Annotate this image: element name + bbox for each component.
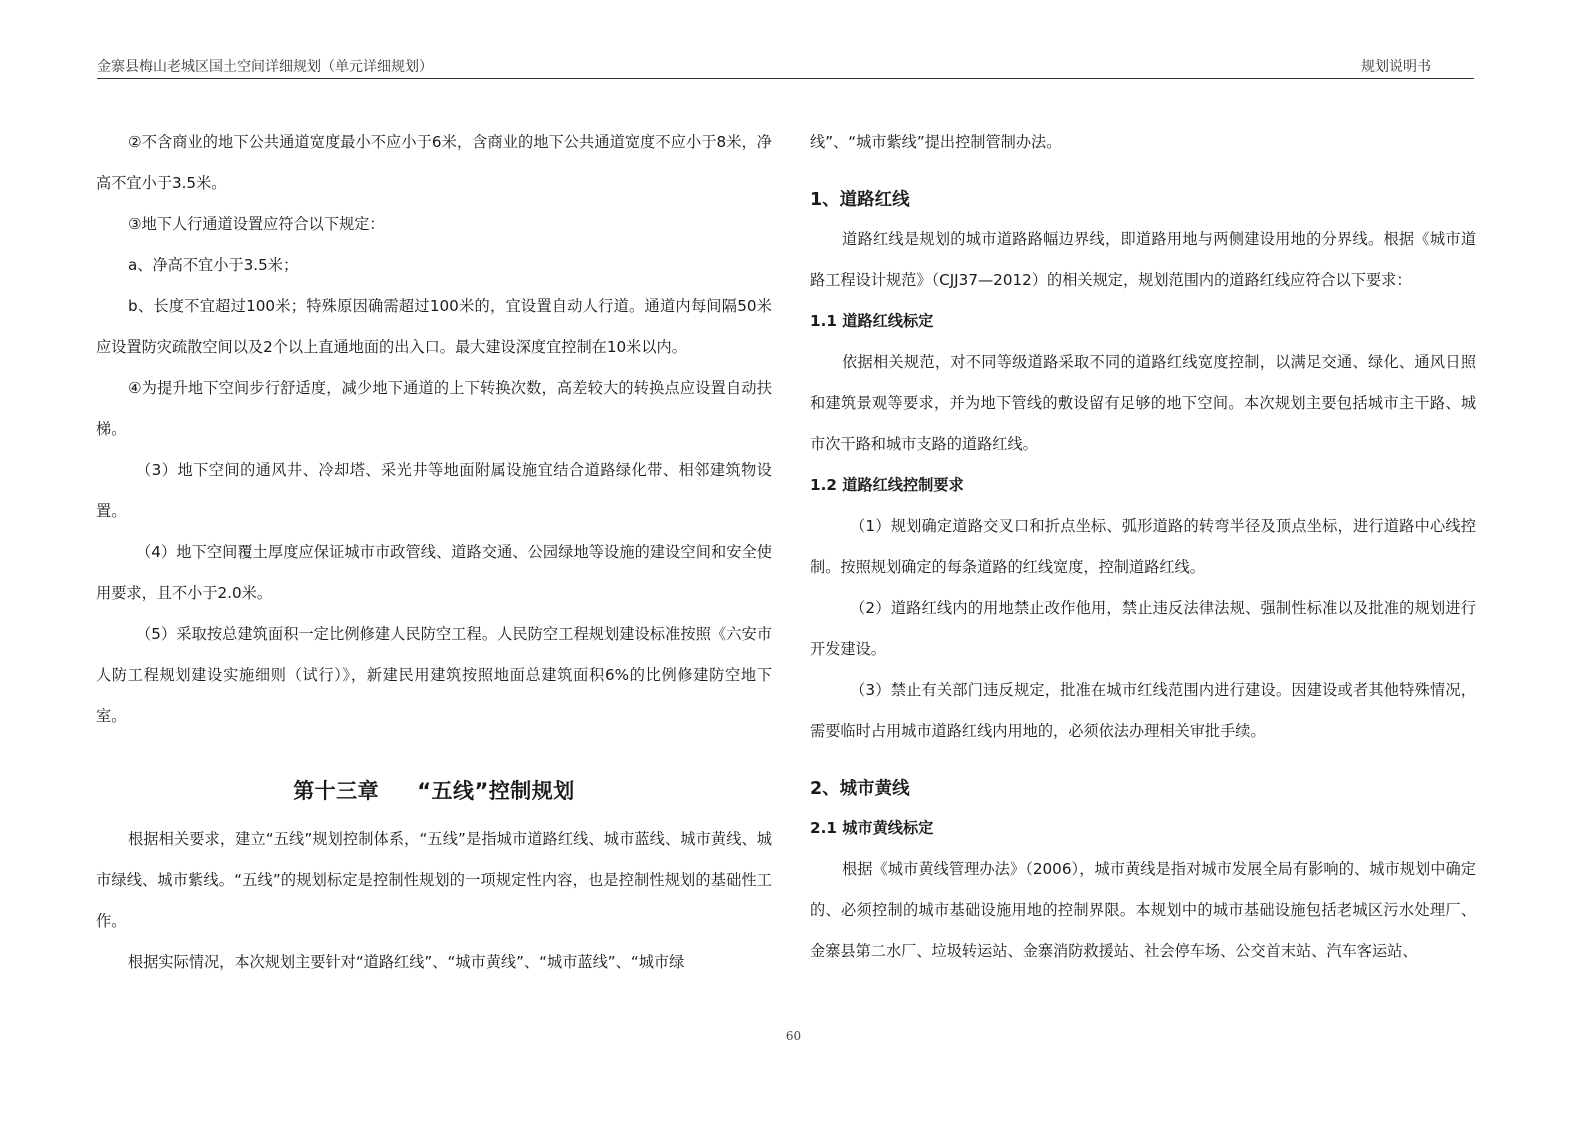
subsection-heading: 1.2 道路红线控制要求: [810, 476, 964, 494]
paragraph: 根据相关要求，建立“五线”规划控制体系，“五线”是指城市道路红线、城市蓝线、城市黄线、城市绿线、城市紫线。“五线”的规划标定是控制性规划的一项规定性内容，也是控制性规划的基础性工作。: [96, 830, 772, 930]
subsection-heading: 2.1 城市黄线标定: [810, 819, 934, 837]
paragraph: a、净高不宜小于3.5米；: [128, 256, 299, 274]
chapter-heading: [96, 771, 772, 811]
paragraph: ②不含商业的地下公共通道宽度最小不应小于6米，含商业的地下公共通道宽度不应小于8米，净高不宜小于3.5米。: [96, 133, 772, 192]
subsection-heading: 1.1 道路红线标定: [810, 312, 934, 330]
page-number: 60: [785, 1029, 802, 1043]
document-type: 规划说明书: [1361, 59, 1431, 75]
chapter-title: “五线”控制规划: [417, 779, 575, 803]
paragraph: 依据相关规范，对不同等级道路采取不同的道路红线宽度控制，以满足交通、绿化、通风日照和建筑景观等要求，并为地下管线的敷设留有足够的地下空间。本次规划主要包括城市主干路、城市次干路和城市支路的道路红线。: [810, 353, 1476, 453]
paragraph: （3）禁止有关部门违反规定，批准在城市红线范围内进行建设。因建设或者其他特殊情况，需要临时占用城市道路红线内用地的，必须依法办理相关审批手续。: [810, 681, 1476, 740]
paragraph: 道路红线是规划的城市道路路幅边界线，即道路用地与两侧建设用地的分界线。根据《城市道路工程设计规范》（CJJ37—2012）的相关规定，规划范围内的道路红线应符合以下要求：: [810, 230, 1476, 289]
section-heading: 1、道路红线: [810, 190, 910, 210]
paragraph: 根据实际情况，本次规划主要针对“道路红线”、“城市黄线”、“城市蓝线”、“城市绿: [128, 953, 685, 971]
paragraph: b、长度不宜超过100米；特殊原因确需超过100米的，宜设置自动人行道。通道内每间隔50米应设置防灾疏散空间以及2个以上直通地面的出入口。最大建设深度宜控制在10米以内。: [96, 297, 772, 356]
paragraph: 根据《城市黄线管理办法》（2006），城市黄线是指对城市发展全局有影响的、城市规划中确定的、必须控制的城市基础设施用地的控制界限。本规划中的城市基础设施包括老城区污水处理厂、金寨县第二水厂、垃圾转运站、金寨消防救援站、社会停车场、公交首末站、汽车客运站、: [810, 860, 1476, 960]
paragraph: （5）采取按总建筑面积一定比例修建人民防空工程。人民防空工程规划建设标准按照《六安市人防工程规划建设实施细则（试行）》，新建民用建筑按照地面总建筑面积6%的比例修建防空地下室。: [96, 625, 772, 725]
document-title: 金寨县梅山老城区国土空间详细规划（单元详细规划）: [97, 59, 433, 75]
paragraph: 线”、“城市紫线”提出控制管制办法。: [810, 133, 1062, 151]
left-column: [96, 122, 772, 983]
paragraph: （3）地下空间的通风井、冷却塔、采光井等地面附属设施宜结合道路绿化带、相邻建筑物设置。: [96, 461, 772, 520]
right-column: [810, 122, 1476, 972]
paragraph: （1）规划确定道路交叉口和折点坐标、弧形道路的转弯半径及顶点坐标，进行道路中心线控制。按照规划确定的每条道路的红线宽度，控制道路红线。: [810, 517, 1476, 576]
chapter-number: 第十三章: [293, 779, 380, 803]
paragraph: （2）道路红线内的用地禁止改作他用，禁止违反法律法规、强制性标准以及批准的规划进行开发建设。: [810, 599, 1476, 658]
page-header: [97, 56, 1474, 79]
paragraph: ③地下人行通道设置应符合以下规定：: [128, 215, 385, 233]
paragraph: ④为提升地下空间步行舒适度，减少地下通道的上下转换次数，高差较大的转换点应设置自动扶梯。: [96, 379, 772, 438]
paragraph: （4）地下空间覆土厚度应保证城市市政管线、道路交通、公园绿地等设施的建设空间和安全使用要求，且不小于2.0米。: [96, 543, 772, 602]
section-heading: 2、城市黄线: [810, 779, 910, 799]
